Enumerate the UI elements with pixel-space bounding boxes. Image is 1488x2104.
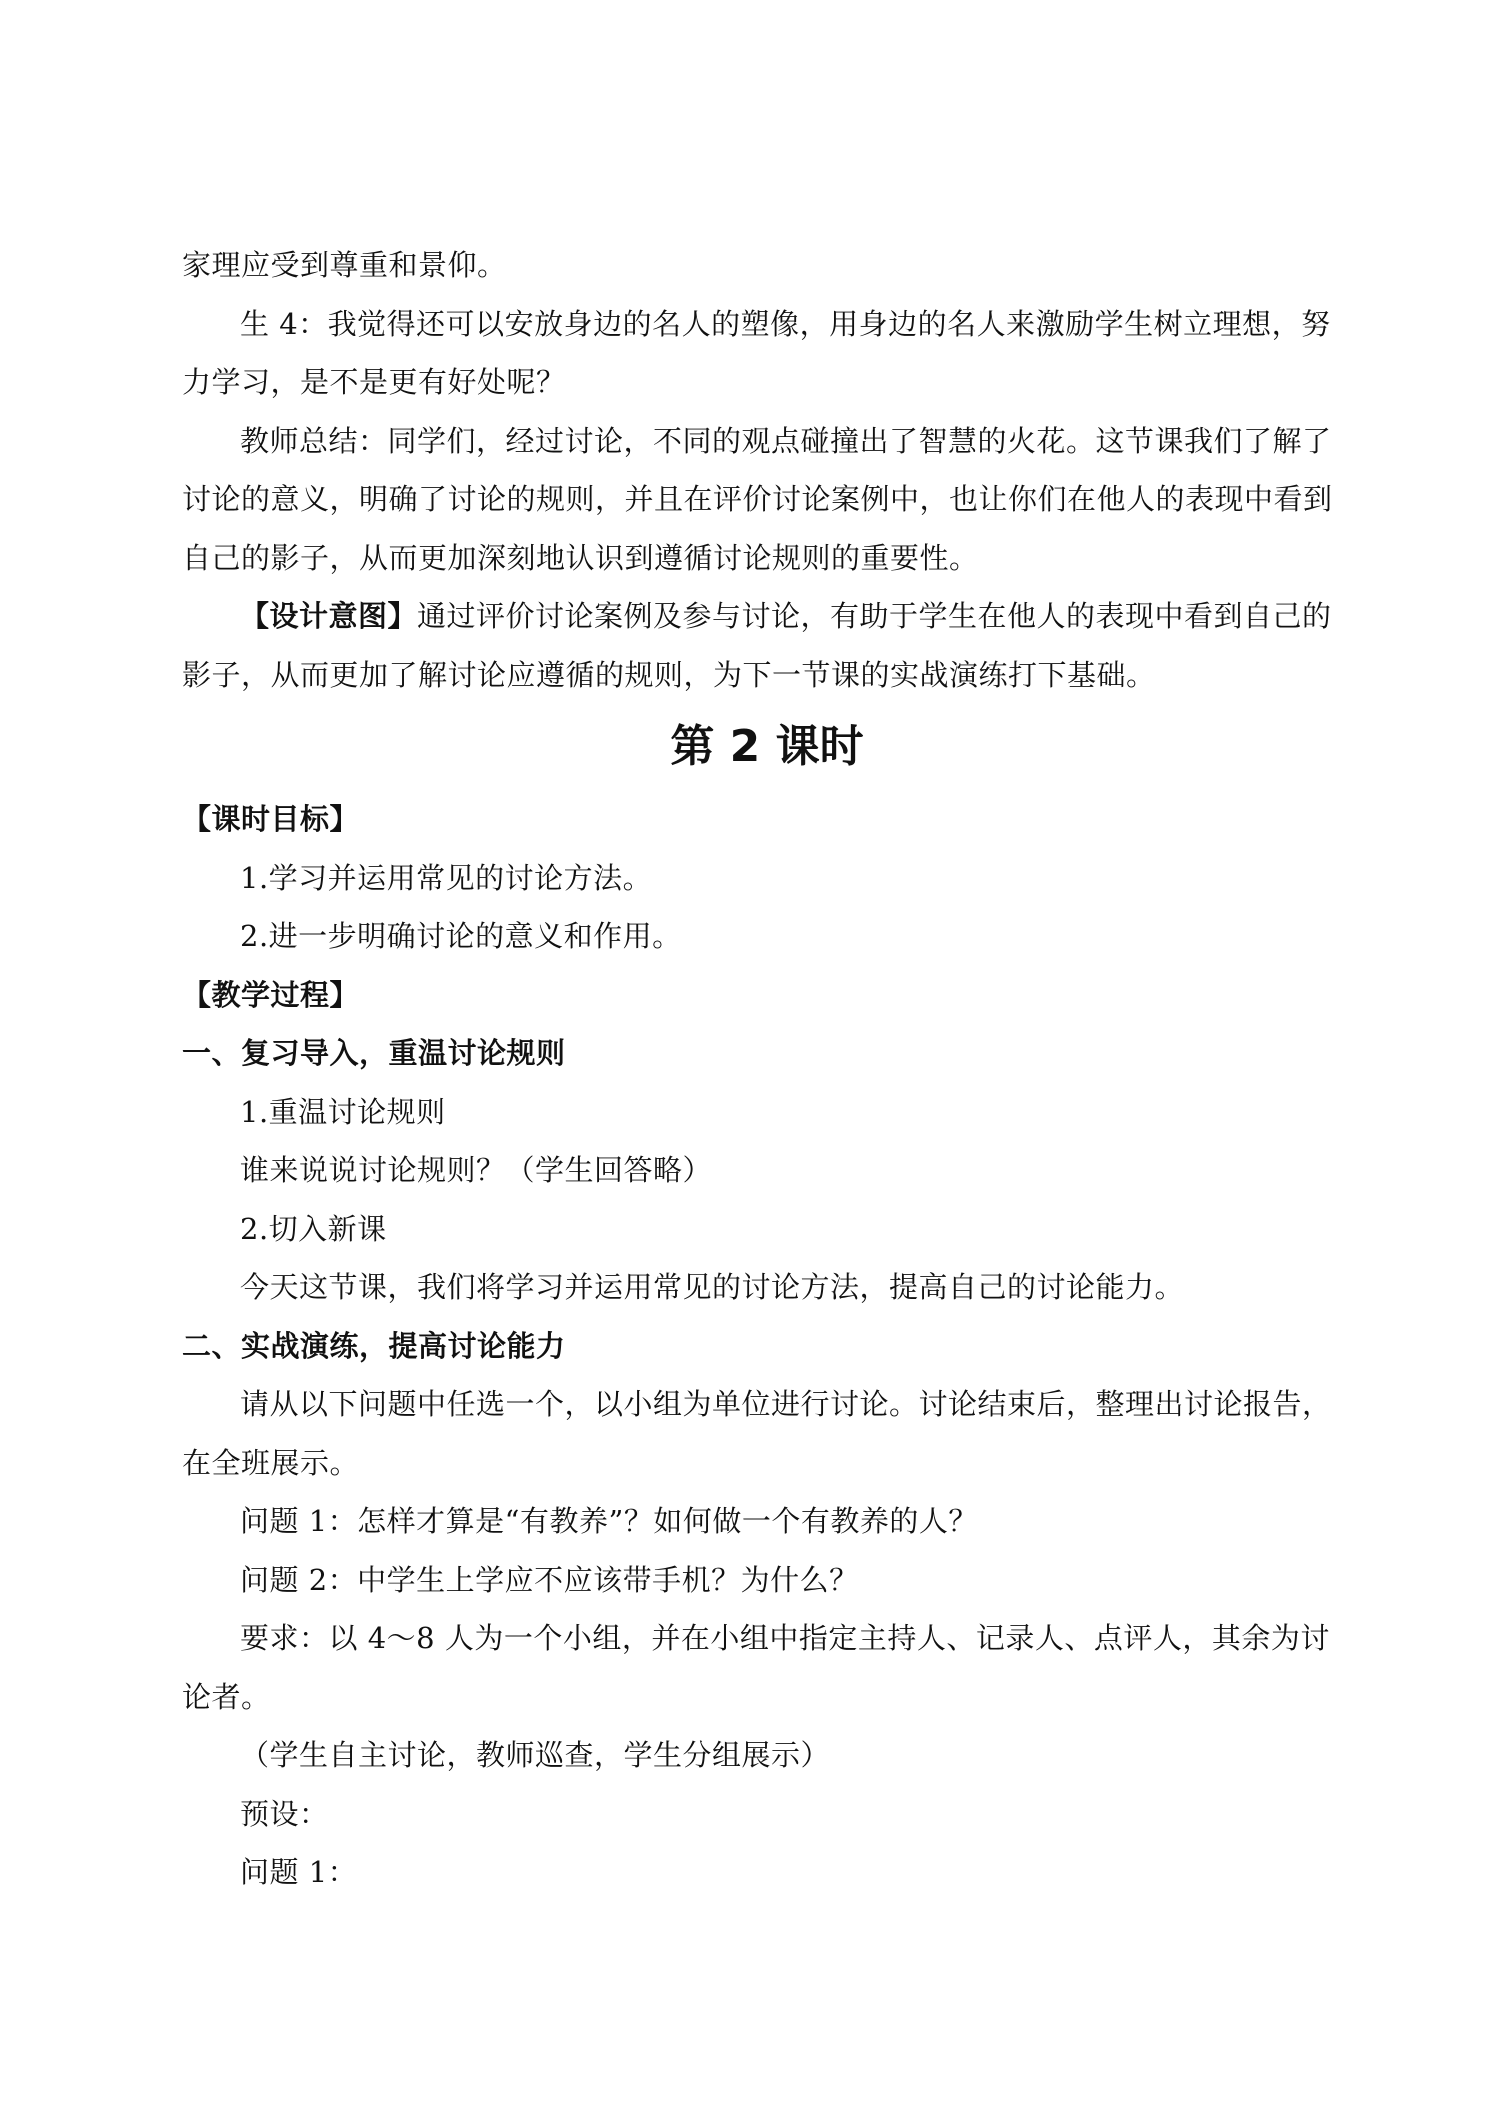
section-heading-goals: 【课时目标】 [182, 802, 360, 836]
document-body [182, 236, 1352, 1902]
paragraph-line: 教师总结：同学们，经过讨论，不同的观点碰撞出了智慧的火花。这节课我们了解了 [240, 423, 1332, 458]
design-intent-line [182, 587, 1352, 646]
paragraph-line: 在全班展示。 [182, 1445, 360, 1480]
chapter-title: 第 2 课时 [670, 721, 864, 772]
preset-question-label: 问题 1： [240, 1855, 358, 1889]
requirement-line: 要求：以 4～8 人为一个小组，并在小组中指定主持人、记录人、点评人，其余为讨 [240, 1621, 1330, 1655]
paragraph-line: 家理应受到尊重和景仰。 [182, 248, 507, 282]
paragraph-line: 请从以下问题中任选一个，以小组为单位进行讨论。讨论结束后，整理出讨论报告， [240, 1387, 1332, 1421]
requirement-line: 论者。 [182, 1679, 271, 1714]
step-text: 谁来说说讨论规则？（学生回答略） [240, 1153, 713, 1187]
part-heading: 二、实战演练，提高讨论能力 [182, 1328, 566, 1363]
paragraph-line: 生 4：我觉得还可以安放身边的名人的塑像，用身边的名人来激励学生树立理想，努 [240, 306, 1331, 341]
goal-item: 1.学习并运用常见的讨论方法。 [240, 860, 653, 895]
goal-item: 2.进一步明确讨论的意义和作用。 [240, 919, 682, 953]
paragraph-line: 讨论的意义，明确了讨论的规则，并且在评价讨论案例中，也让你们在他人的表现中看到 [182, 482, 1333, 516]
paragraph-line: 影子，从而更加了解讨论应遵循的规则，为下一节课的实战演练打下基础。 [182, 657, 1156, 692]
design-intent-text: 通过评价讨论案例及参与讨论，有助于学生在他人的表现中看到自己的 [417, 599, 1332, 633]
step-title: 2.切入新课 [240, 1211, 387, 1246]
design-intent-label: 【设计意图】 [240, 599, 418, 633]
activity-note: （学生自主讨论，教师巡查，学生分组展示） [240, 1738, 831, 1772]
section-heading-process: 【教学过程】 [182, 977, 360, 1012]
paragraph-line: 自己的影子，从而更加深刻地认识到遵循讨论规则的重要性。 [182, 540, 979, 575]
part-heading: 一、复习导入，重温讨论规则 [182, 1036, 566, 1070]
step-title: 1.重温讨论规则 [240, 1094, 446, 1129]
paragraph-line: 力学习，是不是更有好处呢？ [182, 365, 566, 399]
question-item: 问题 1：怎样才算是“有教养”？如何做一个有教养的人？ [240, 1504, 978, 1538]
preset-label: 预设： [240, 1796, 329, 1831]
step-text: 今天这节课，我们将学习并运用常见的讨论方法，提高自己的讨论能力。 [240, 1270, 1185, 1304]
question-item: 问题 2：中学生上学应不应该带手机？为什么？ [240, 1562, 859, 1597]
